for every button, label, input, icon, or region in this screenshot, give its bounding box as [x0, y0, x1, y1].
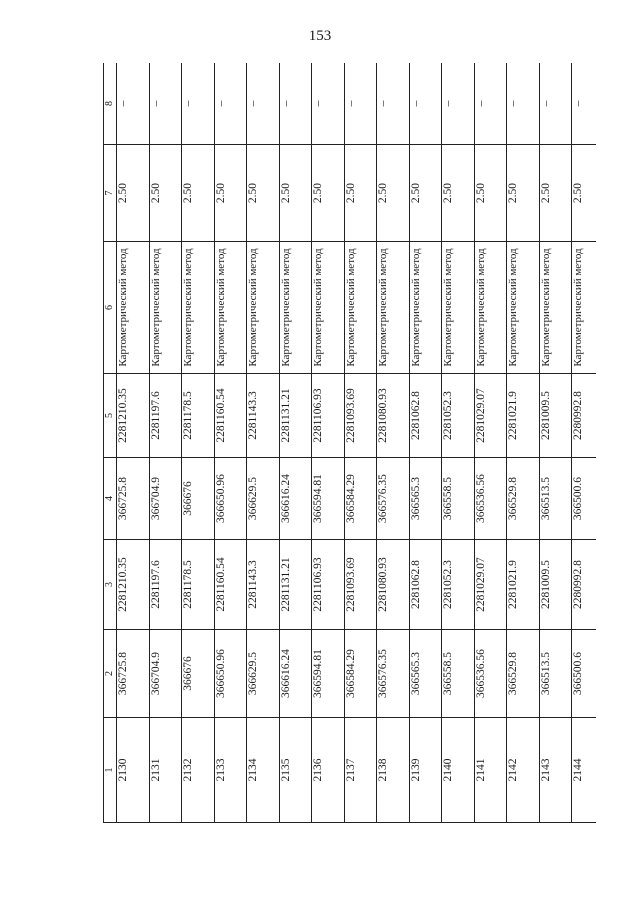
y-coordinate-cell: 2280992.8 — [572, 540, 597, 630]
method-cell: Картометрический метод — [312, 242, 345, 374]
y-coordinate-cell: 2281143.3 — [247, 374, 280, 458]
x-coordinate-cell: 366558.5 — [442, 458, 475, 540]
accuracy-cell: 2.50 — [214, 145, 247, 242]
x-coordinate-cell: 366536.56 — [474, 458, 507, 540]
note-cell: – — [377, 63, 410, 145]
note-cell: – — [279, 63, 312, 145]
table-row — [572, 63, 597, 823]
x-coordinate-cell: 366529.8 — [507, 630, 540, 718]
accuracy-cell: 2.50 — [247, 145, 280, 242]
rotated-table-container — [103, 63, 596, 823]
method-cell: Картометрический метод — [344, 242, 377, 374]
page-number: 153 — [308, 28, 332, 44]
accuracy-cell: 2.50 — [182, 145, 215, 242]
method-cell: Картометрический метод — [572, 242, 597, 374]
x-coordinate-cell: 366616.24 — [279, 630, 312, 718]
y-coordinate-cell: 2281009.5 — [539, 540, 572, 630]
note-cell: – — [149, 63, 182, 145]
x-coordinate-cell: 366594.81 — [312, 458, 345, 540]
x-coordinate-cell: 366513.5 — [539, 458, 572, 540]
y-coordinate-cell: 2281178.5 — [182, 374, 215, 458]
column-header: 5 — [104, 374, 117, 458]
y-coordinate-cell: 2281178.5 — [182, 540, 215, 630]
point-number-cell: 2132 — [182, 718, 215, 823]
method-cell: Картометрический метод — [442, 242, 475, 374]
x-coordinate-cell: 366725.8 — [117, 630, 150, 718]
x-coordinate-cell: 366704.9 — [149, 630, 182, 718]
x-coordinate-cell: 366558.5 — [442, 630, 475, 718]
y-coordinate-cell: 2281106.93 — [312, 374, 345, 458]
point-number-cell: 2143 — [539, 718, 572, 823]
x-coordinate-cell: 366500.6 — [572, 458, 597, 540]
table-row — [442, 63, 475, 823]
method-cell: Картометрический метод — [507, 242, 540, 374]
accuracy-cell: 2.50 — [539, 145, 572, 242]
table-row — [344, 63, 377, 823]
y-coordinate-cell: 2281210.35 — [117, 374, 150, 458]
y-coordinate-cell: 2281009.5 — [539, 374, 572, 458]
note-cell: – — [442, 63, 475, 145]
y-coordinate-cell: 2281160.54 — [214, 540, 247, 630]
x-coordinate-cell: 366576.35 — [377, 630, 410, 718]
point-number-cell: 2136 — [312, 718, 345, 823]
y-coordinate-cell: 2281093.69 — [344, 374, 377, 458]
y-coordinate-cell: 2281160.54 — [214, 374, 247, 458]
y-coordinate-cell: 2281197.6 — [149, 540, 182, 630]
table-body — [117, 63, 597, 823]
column-header: 8 — [104, 63, 117, 145]
table-row — [117, 63, 150, 823]
note-cell: – — [247, 63, 280, 145]
x-coordinate-cell: 366650.96 — [214, 630, 247, 718]
y-coordinate-cell: 2281021.9 — [507, 540, 540, 630]
accuracy-cell: 2.50 — [409, 145, 442, 242]
table-row — [247, 63, 280, 823]
x-coordinate-cell: 366704.9 — [149, 458, 182, 540]
y-coordinate-cell: 2281093.69 — [344, 540, 377, 630]
table-row — [214, 63, 247, 823]
method-cell: Картометрический метод — [377, 242, 410, 374]
accuracy-cell: 2.50 — [312, 145, 345, 242]
note-cell: – — [474, 63, 507, 145]
method-cell: Картометрический метод — [539, 242, 572, 374]
y-coordinate-cell: 2281062.8 — [409, 374, 442, 458]
header-row — [104, 63, 117, 823]
x-coordinate-cell: 366584.29 — [344, 458, 377, 540]
accuracy-cell: 2.50 — [442, 145, 475, 242]
point-number-cell: 2137 — [344, 718, 377, 823]
method-cell: Картометрический метод — [149, 242, 182, 374]
point-number-cell: 2140 — [442, 718, 475, 823]
note-cell: – — [344, 63, 377, 145]
table-row — [279, 63, 312, 823]
y-coordinate-cell: 2281021.9 — [507, 374, 540, 458]
point-number-cell: 2131 — [149, 718, 182, 823]
x-coordinate-cell: 366676 — [182, 458, 215, 540]
table-row — [312, 63, 345, 823]
table-row — [507, 63, 540, 823]
point-number-cell: 2138 — [377, 718, 410, 823]
accuracy-cell: 2.50 — [279, 145, 312, 242]
y-coordinate-cell: 2281210.35 — [117, 540, 150, 630]
coordinates-table — [103, 63, 596, 823]
table-row — [182, 63, 215, 823]
x-coordinate-cell: 366629.5 — [247, 630, 280, 718]
column-header: 3 — [104, 540, 117, 630]
point-number-cell: 2142 — [507, 718, 540, 823]
x-coordinate-cell: 366513.5 — [539, 630, 572, 718]
point-number-cell: 2141 — [474, 718, 507, 823]
accuracy-cell: 2.50 — [572, 145, 597, 242]
accuracy-cell: 2.50 — [377, 145, 410, 242]
accuracy-cell: 2.50 — [117, 145, 150, 242]
note-cell: – — [182, 63, 215, 145]
accuracy-cell: 2.50 — [507, 145, 540, 242]
note-cell: – — [409, 63, 442, 145]
y-coordinate-cell: 2281052.3 — [442, 540, 475, 630]
table-row — [474, 63, 507, 823]
note-cell: – — [117, 63, 150, 145]
y-coordinate-cell: 2281029.07 — [474, 540, 507, 630]
accuracy-cell: 2.50 — [149, 145, 182, 242]
x-coordinate-cell: 366576.35 — [377, 458, 410, 540]
y-coordinate-cell: 2281131.21 — [279, 374, 312, 458]
method-cell: Картометрический метод — [279, 242, 312, 374]
method-cell: Картометрический метод — [182, 242, 215, 374]
point-number-cell: 2135 — [279, 718, 312, 823]
y-coordinate-cell: 2281029.07 — [474, 374, 507, 458]
x-coordinate-cell: 366594.81 — [312, 630, 345, 718]
method-cell: Картометрический метод — [117, 242, 150, 374]
column-header: 2 — [104, 630, 117, 718]
method-cell: Картометрический метод — [474, 242, 507, 374]
column-header: 4 — [104, 458, 117, 540]
x-coordinate-cell: 366616.24 — [279, 458, 312, 540]
x-coordinate-cell: 366650.96 — [214, 458, 247, 540]
column-header: 7 — [104, 145, 117, 242]
method-cell: Картометрический метод — [409, 242, 442, 374]
point-number-cell: 2130 — [117, 718, 150, 823]
note-cell: – — [312, 63, 345, 145]
x-coordinate-cell: 366565.3 — [409, 630, 442, 718]
table-row — [409, 63, 442, 823]
rotated-table-frame — [103, 63, 596, 823]
point-number-cell: 2133 — [214, 718, 247, 823]
note-cell: – — [214, 63, 247, 145]
note-cell: – — [572, 63, 597, 145]
x-coordinate-cell: 366500.6 — [572, 630, 597, 718]
x-coordinate-cell: 366536.56 — [474, 630, 507, 718]
x-coordinate-cell: 366725.8 — [117, 458, 150, 540]
table-row — [149, 63, 182, 823]
x-coordinate-cell: 366529.8 — [507, 458, 540, 540]
y-coordinate-cell: 2281052.3 — [442, 374, 475, 458]
x-coordinate-cell: 366676 — [182, 630, 215, 718]
y-coordinate-cell: 2281080.93 — [377, 374, 410, 458]
method-cell: Картометрический метод — [247, 242, 280, 374]
y-coordinate-cell: 2281106.93 — [312, 540, 345, 630]
x-coordinate-cell: 366584.29 — [344, 630, 377, 718]
accuracy-cell: 2.50 — [344, 145, 377, 242]
y-coordinate-cell: 2281062.8 — [409, 540, 442, 630]
point-number-cell: 2139 — [409, 718, 442, 823]
note-cell: – — [507, 63, 540, 145]
table-row — [377, 63, 410, 823]
note-cell: – — [539, 63, 572, 145]
table-row — [539, 63, 572, 823]
accuracy-cell: 2.50 — [474, 145, 507, 242]
x-coordinate-cell: 366565.3 — [409, 458, 442, 540]
point-number-cell: 2144 — [572, 718, 597, 823]
column-header: 6 — [104, 242, 117, 374]
point-number-cell: 2134 — [247, 718, 280, 823]
y-coordinate-cell: 2281143.3 — [247, 540, 280, 630]
y-coordinate-cell: 2281080.93 — [377, 540, 410, 630]
method-cell: Картометрический метод — [214, 242, 247, 374]
x-coordinate-cell: 366629.5 — [247, 458, 280, 540]
y-coordinate-cell: 2280992.8 — [572, 374, 597, 458]
y-coordinate-cell: 2281197.6 — [149, 374, 182, 458]
y-coordinate-cell: 2281131.21 — [279, 540, 312, 630]
column-header: 1 — [104, 718, 117, 823]
